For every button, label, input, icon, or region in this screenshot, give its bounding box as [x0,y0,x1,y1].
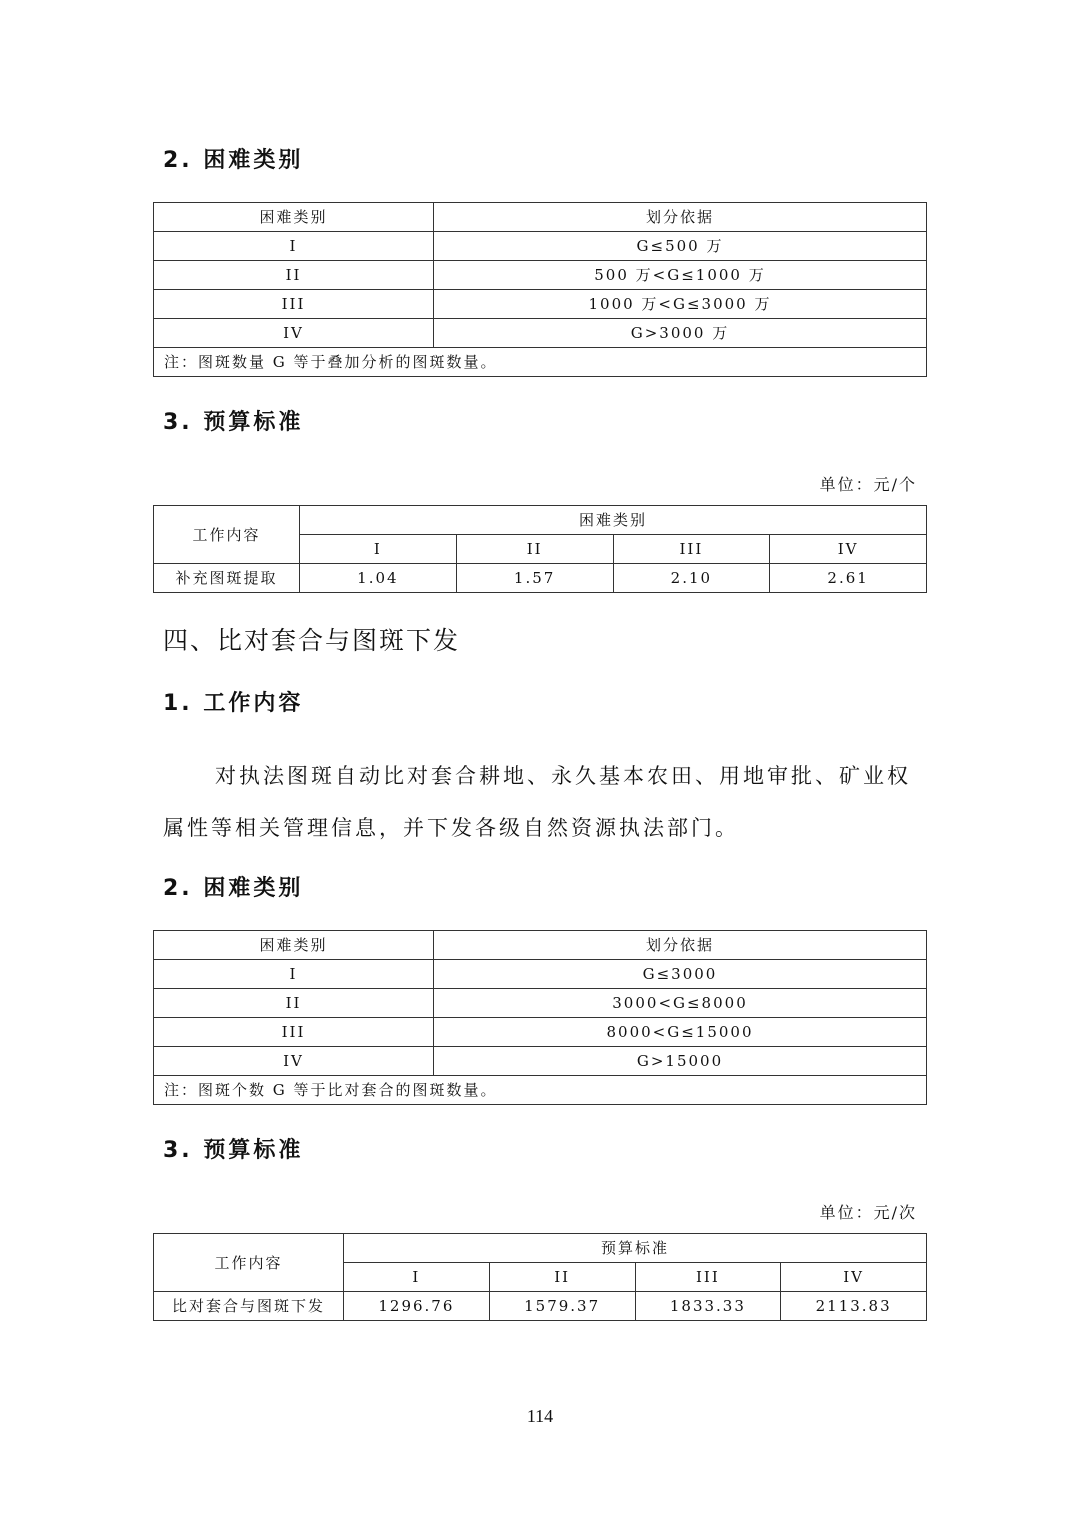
header-cell: 困难类别 [154,203,434,232]
level-cell: II [154,261,434,290]
table-note-row [154,348,927,377]
item-cell: 比对套合与图斑下发 [154,1292,344,1321]
table-row [154,989,927,1018]
heading-difficulty-2: 2. 困难类别 [163,876,304,901]
table-header-row [154,203,927,232]
difficulty-table-1 [153,202,927,377]
level-header-cell: II [489,1263,635,1292]
table-row [154,261,927,290]
table-row [154,290,927,319]
paragraph-text: 对执法图斑自动比对套合耕地、永久基本农田、用地审批、矿业权属性等相关管理信息，并下发各级自然资源执法部门。 [163,764,911,840]
unit-label-1: 单位：元/个 [819,475,917,494]
table-row [154,319,927,348]
value-cell: 1296.76 [344,1292,490,1321]
heading-budget-1: 3. 预算标准 [163,410,304,435]
level-cell: I [154,960,434,989]
table-row [154,564,927,593]
criterion-cell: G≤3000 [434,960,927,989]
level-cell: IV [154,1047,434,1076]
level-cell: II [154,989,434,1018]
table-row [154,1047,927,1076]
criterion-cell: 1000 万<G≤3000 万 [434,290,927,319]
criterion-cell: G≤500 万 [434,232,927,261]
group-header-cell: 困难类别 [300,506,927,535]
group-header-cell: 预算标准 [344,1234,927,1263]
level-header-cell: III [613,535,770,564]
level-cell: I [154,232,434,261]
level-header-cell: IV [781,1263,927,1292]
work-paragraph [163,750,923,854]
table-row [154,1018,927,1047]
criterion-cell: 500 万<G≤1000 万 [434,261,927,290]
level-header-cell: IV [770,535,927,564]
table-note: 注：图斑个数 G 等于比对套合的图斑数量。 [154,1076,927,1105]
value-cell: 1833.33 [635,1292,781,1321]
row-header-cell: 工作内容 [154,506,300,564]
table-note-row [154,1076,927,1105]
table-note: 注：图斑数量 G 等于叠加分析的图斑数量。 [154,348,927,377]
item-cell: 补充图斑提取 [154,564,300,593]
value-cell: 1.04 [300,564,457,593]
table-row [154,232,927,261]
level-cell: III [154,290,434,319]
criterion-cell: G>3000 万 [434,319,927,348]
table-header-row [154,931,927,960]
section-title: 四、比对套合与图斑下发 [163,626,461,655]
level-cell: III [154,1018,434,1047]
level-cell: IV [154,319,434,348]
value-cell: 2.10 [613,564,770,593]
value-cell: 1579.37 [489,1292,635,1321]
level-header-cell: I [300,535,457,564]
unit-label-2: 单位：元/次 [819,1203,917,1222]
value-cell: 1.57 [456,564,613,593]
table-header-row [154,506,927,535]
criterion-cell: 8000<G≤15000 [434,1018,927,1047]
level-header-cell: I [344,1263,490,1292]
criterion-cell: G>15000 [434,1047,927,1076]
value-cell: 2.61 [770,564,927,593]
heading-work-content: 1. 工作内容 [163,691,304,716]
table-header-row [154,1234,927,1263]
row-header-cell: 工作内容 [154,1234,344,1292]
header-cell: 划分依据 [434,931,927,960]
header-cell: 划分依据 [434,203,927,232]
value-cell: 2113.83 [781,1292,927,1321]
budget-table-1 [153,505,927,593]
difficulty-table-2 [153,930,927,1105]
table-row [154,1292,927,1321]
heading-difficulty-1: 2. 困难类别 [163,148,304,173]
table-row [154,960,927,989]
level-header-cell: III [635,1263,781,1292]
heading-budget-2: 3. 预算标准 [163,1138,304,1163]
criterion-cell: 3000<G≤8000 [434,989,927,1018]
level-header-cell: II [456,535,613,564]
page-number: 114 [526,1406,554,1426]
header-cell: 困难类别 [154,931,434,960]
budget-table-2 [153,1233,927,1321]
